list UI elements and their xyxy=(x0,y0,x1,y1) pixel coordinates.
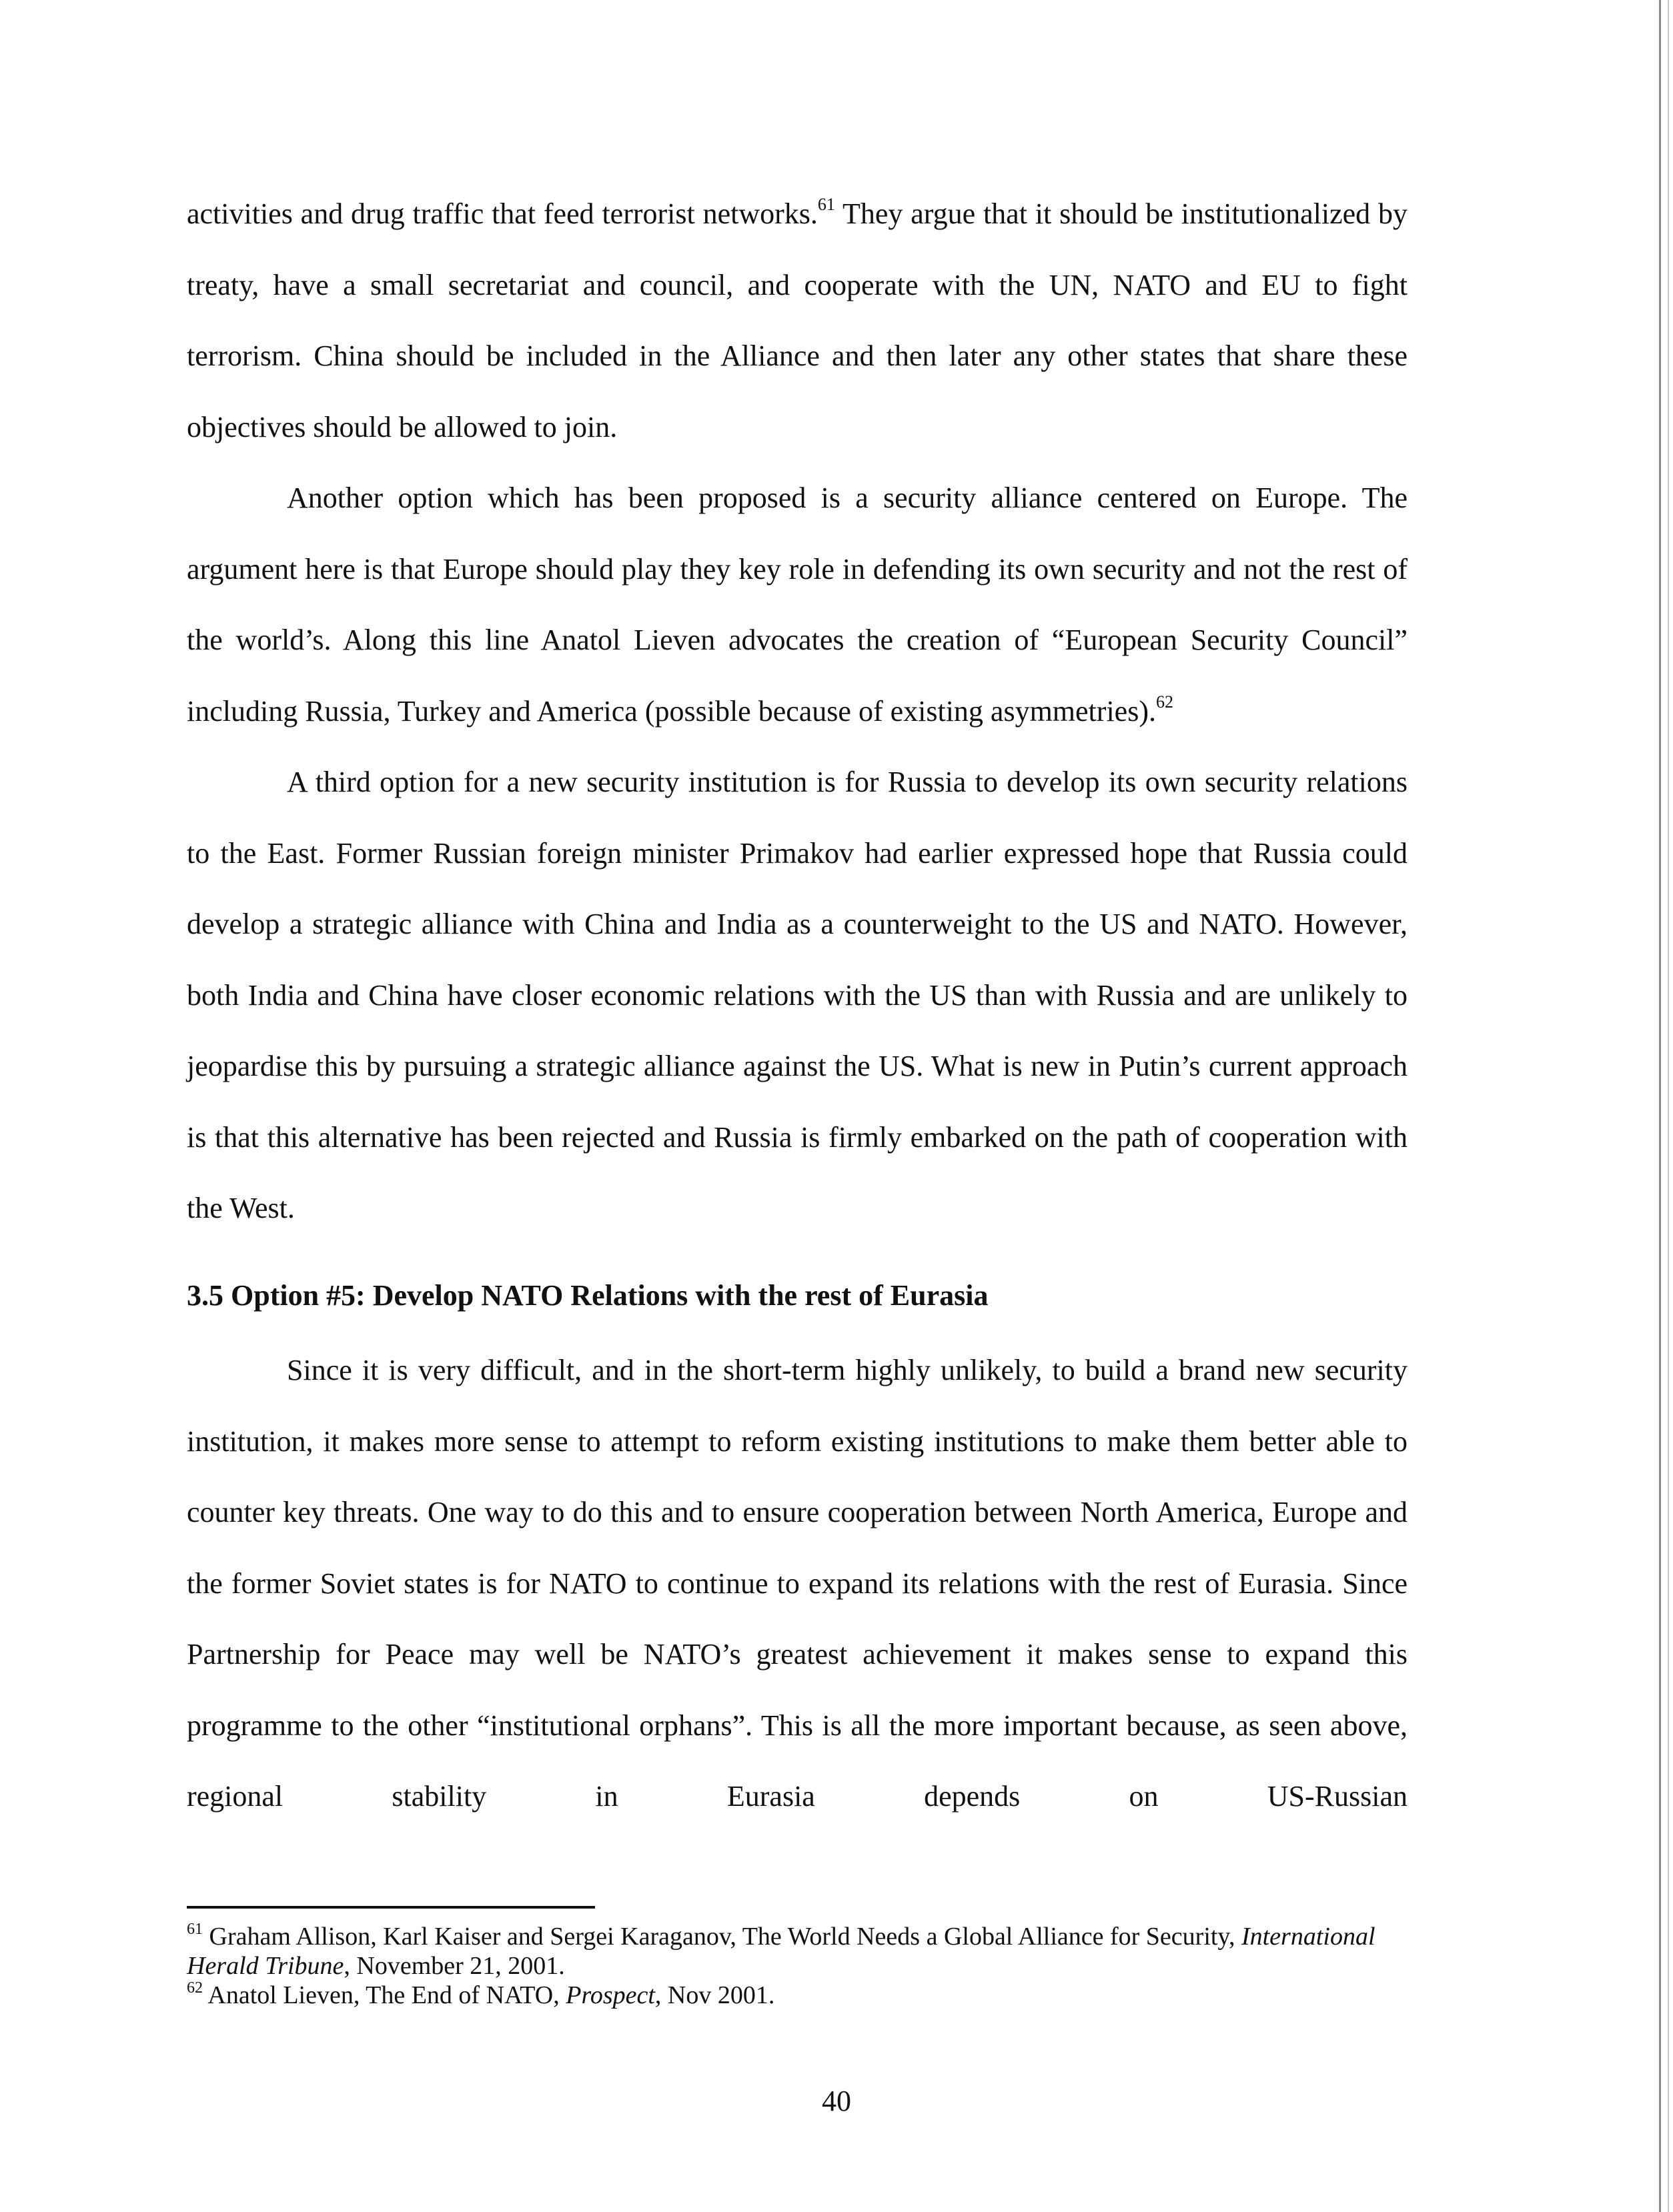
paragraph-1-text: activities and drug traffic that feed terrorist networks. xyxy=(187,197,818,230)
footnote-ref-61[interactable]: 61 xyxy=(817,195,835,215)
footnote-date: , November 21, 2001. xyxy=(344,1952,565,1980)
footnote-source: International Herald Tribune xyxy=(187,1923,1375,1980)
footnote-source: Prospect xyxy=(566,1981,655,2009)
paragraph-1 xyxy=(187,179,1408,463)
page-number: 40 xyxy=(822,2085,851,2117)
footnote-date: , Nov 2001. xyxy=(654,1981,775,2009)
body-text xyxy=(187,179,1408,1833)
footnote-number: 61 xyxy=(187,1921,203,1939)
footnote-number: 62 xyxy=(187,1979,203,1997)
footnote-61 xyxy=(187,1922,1408,1981)
scan-edge-secondary xyxy=(1668,0,1669,2212)
footnote-62 xyxy=(187,1981,1408,2010)
footnote-text: Anatol Lieven, The End of NATO, xyxy=(203,1981,566,2009)
paragraph-3: A third option for a new security institution is for Russia to develop its own security relations to the East. Former Russian foreign minister Primakov had earlier expressed hope that Russia could develop a strategic alliance with China and India as a counterweight to the US and NATO. However, both India and China have closer economic relations with the US than with Russia and are unlikely to jeopardise this by pursuing a strategic alliance against the US. What is new in Putin’s current approach is that this alternative has been rejected and Russia is firmly embarked on the path of cooperation with the West. xyxy=(187,766,1408,1224)
section-heading: 3.5 Option #5: Develop NATO Relations with the rest of Eurasia xyxy=(187,1278,989,1312)
scan-edge xyxy=(1659,0,1661,2212)
paragraph-2-text: Another option which has been proposed is a security alliance centered on Europe. The argument here is that Europe should play they key role in defending its own security and not the rest of the world’s. Along this line Anatol Lieven advocates the creation of “European Security Council” including Russia, Turkey and America (possible because of existing asymmetries). xyxy=(187,481,1408,728)
footnote-ref-62[interactable]: 62 xyxy=(1155,692,1173,712)
paragraph-2 xyxy=(187,463,1408,747)
footnote-text: Graham Allison, Karl Kaiser and Sergei Karaganov, The World Needs a Global Alliance for Security, xyxy=(203,1923,1241,1951)
paragraph-4: Since it is very difficult, and in the short-term highly unlikely, to build a brand new security institution, it makes more sense to attempt to reform existing institutions to make them better able to counter key threats. One way to do this and to ensure cooperation between North America, Europe and the former Soviet states is for NATO to continue to expand its relations with the rest of Eurasia. Since Partnership for Peace may well be NATO’s greatest achievement it makes sense to expand this programme to the other “institutional orphans”. This is all the more important because, as seen above, regional stability in Eurasia depends on US-Russian xyxy=(187,1354,1408,1813)
paragraph-1-text-cont: They argue that it should be institutionalized by treaty, have a small secretariat and council, and cooperate with the UN, NATO and EU to fight terrorism. China should be included in the Alliance and then later any other states that share these objectives should be allowed to join. xyxy=(187,197,1408,443)
footnote-rule xyxy=(187,1906,595,1909)
footnotes xyxy=(187,1922,1408,2010)
